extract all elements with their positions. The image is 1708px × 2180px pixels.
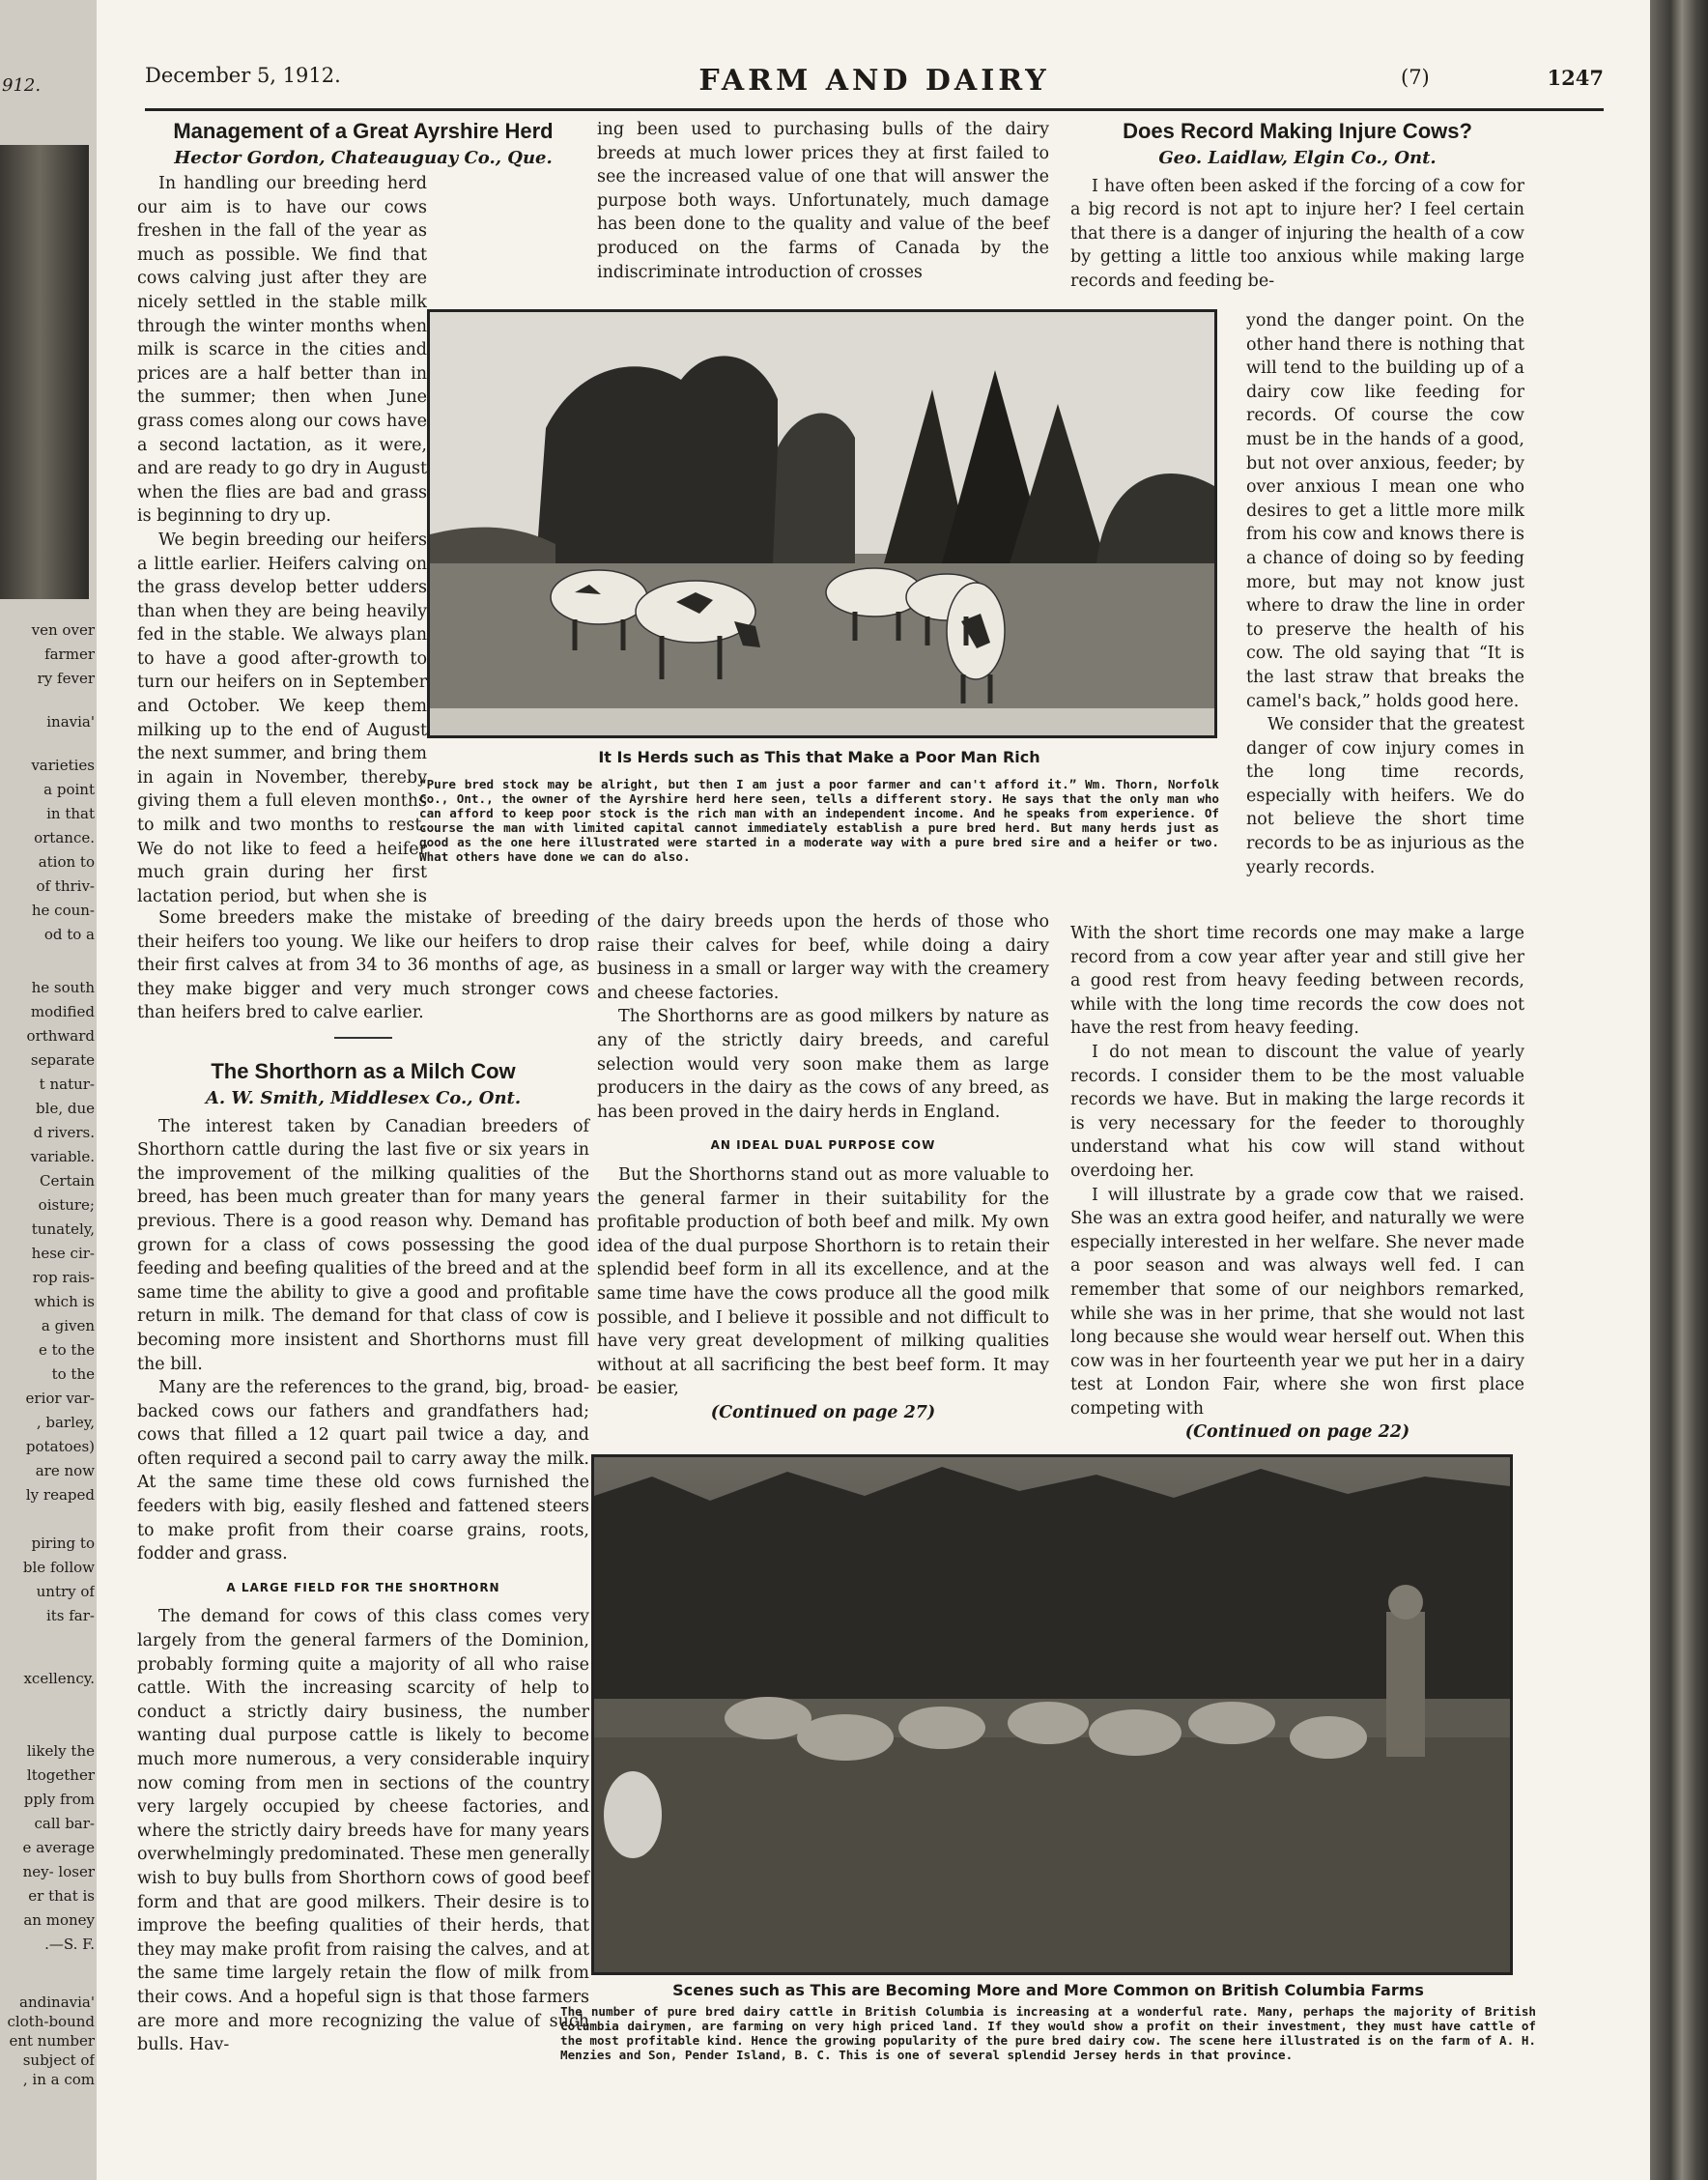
article-shorthorn-continuation (597, 910, 1049, 1424)
prev-page-fragment: oisture; (38, 1196, 95, 1214)
article-records-paragraph: yond the danger point. On the other hand there is nothing that will tend to the building up of a dairy cow like feeding for records. Of course the cow must be in the hands of a good, but not over anxious, feeder; by over anxious I mean one who desires to get a little more milk from his cow and knows there is a chance of doing so by feeding more, but may not know just where to draw the line in order to preserve the health of his cow. The old saying that “It is the last straw that breaks the camel's back,” holds good here. (1246, 311, 1524, 711)
prev-page-fragment: ly reaped (25, 1486, 95, 1504)
prev-page-fragment: e to the (38, 1341, 95, 1359)
article-shorthorn-subhead: AN IDEAL DUAL PURPOSE COW (710, 1138, 936, 1153)
article-records-narrow (1246, 309, 1524, 879)
photo1-caption-text: “Pure bred stock may be alright, but then I am just a poor farmer and can't afford it.” Wm. Thorn, Norfolk Co., Ont., the owner of the Ayrshire herd here seen, tells a different story. He says that the only man who can afford to keep poor stock is the rich man with an independent income. And he speaks from experience. Of course the man with limited capital cannot immediately establish a pure bred herd. But many herds just as good as the one here illustrated were started in a moderate way with a pure bred sire and a heifer or two. What others have done we can do also. (419, 777, 1219, 864)
photo2-caption-title: Scenes such as This are Becoming More and More Common on British Columbia Farms (672, 1981, 1424, 1999)
prev-page-fragment: he south (31, 979, 95, 996)
article-ayrshire-paragraph: Some breeders make the mistake of breeding their heifers too young. We like our heifers to drop their first calves at from 34 to 36 months of age, as they make bigger and very much stronger cows than heifers bred to calve earlier. (137, 908, 589, 1023)
jersey-herd-photo (591, 1454, 1513, 1975)
page-number: 1247 (1547, 66, 1604, 90)
article-shorthorn-paragraph: The interest taken by Canadian breeders of Shorthorn cattle during the last five or six years in the improvement of the milking qualities of the breed, has been much greater than for many years previous. There is a good reason why. Demand has grown for a class of cows possessing the good feeding and beefing qualities of the breed and at the same time the ability to give a good and profitable return in milk. The demand for that class of cow is becoming more insistent and Shorthorns must fill the bill. (137, 1116, 589, 1374)
prev-page-fragment: inavia' (46, 713, 95, 731)
article-shorthorn-continued-note: (Continued on page 27) (710, 1402, 936, 1422)
prev-page-fragment: cloth-bound (7, 2013, 95, 2030)
newspaper-page (97, 0, 1650, 2180)
prev-page-fragment: ortance. (34, 829, 95, 846)
article-records-body (1070, 922, 1524, 1445)
prev-page-fragment: he coun- (31, 902, 95, 919)
article-ayrshire-byline: Hector Gordon, Chateauguay Co., Que. (174, 148, 553, 168)
article-ayrshire-paragraph: In handling our breeding herd our aim is to have our cows freshen in the fall of the year as much as possible. We find that cows calving just after they are nicely settled in the stable milk through the winter months when milk is scarce in the cities and prices are a half better than in the summer; then when June grass comes along our cows have a second lactation, as it were, and are ready to go dry in August when the flies are bad and grass is beginning to dry up. (137, 174, 427, 527)
prev-page-fragment: erior var- (25, 1390, 95, 1407)
article-shorthorn-subhead: A LARGE FIELD FOR THE SHORTHORN (226, 1580, 500, 1594)
article-records-header (1070, 118, 1524, 294)
prev-page-fragment: a point (43, 781, 95, 798)
prev-page-fragment: likely the (26, 1742, 95, 1760)
article-ayrshire-header (137, 118, 589, 175)
prev-page-fragment: orthward (26, 1027, 95, 1045)
article-records-title: Does Record Making Injure Cows? (1123, 119, 1472, 143)
prev-page-fragment: its far- (45, 1607, 95, 1624)
prev-page-fragment: , in a com (22, 2071, 95, 2088)
prev-page-fragment: varieties (31, 757, 95, 774)
prev-page-fragment: pply from (23, 1791, 95, 1808)
prev-page-fragment: t natur- (39, 1076, 95, 1093)
prev-page-fragment: ltogether (26, 1766, 95, 1784)
issue-number: (7) (1401, 66, 1430, 89)
prev-page-fragment: in that (46, 805, 95, 822)
prev-page-fragment: to the (51, 1365, 95, 1383)
prev-page-fragment: d rivers. (33, 1124, 95, 1141)
prev-page-fragment: untry of (36, 1583, 95, 1600)
prev-page-fragment: ven over (31, 621, 95, 639)
prev-page-fragment: ble follow (22, 1559, 95, 1576)
masthead (145, 60, 1604, 111)
article-ayrshire-paragraph: We begin breeding our heifers a little earlier. Heifers calving on the grass develop better udders than when they are being heavily fed in the stable. We always plan to have a good after-growth to turn our heifers on in September and October. We keep them milking up to the end of August the next summer, and bring them in again in November, thereby giving them a full eleven months to milk and two months to rest. We do not like to feed a heifer much grain during her first lactation period, but when she is (137, 530, 427, 904)
article-shorthorn-paragraph: But the Shorthorns stand out as more valuable to the general farmer in their suitability for the profitable production of both beef and milk. My own idea of the dual purpose Shorthorn is to retain their splendid beef form in all its excellence, and at the same time have the cows produce all the good milk possible, and I believe it possible and not difficult to have very great development of milking qualities without at all sacrificing the best beef form. It may be easier, (597, 1164, 1049, 1399)
article-ayrshire-title: Management of a Great Ayrshire Herd (173, 119, 554, 143)
prev-page-fragment: are now (35, 1462, 95, 1479)
prev-page-fragment: od to a (43, 926, 95, 943)
article-shorthorn-paragraph: of the dairy breeds upon the herds of those who raise their calves for beef, while doing a dairy business in a small or larger way with the creamery and cheese factories. (597, 912, 1049, 1003)
prev-page-fragment: subject of (22, 2051, 95, 2069)
prev-page-fragment: modified (30, 1003, 95, 1020)
article-ayrshire-end (137, 906, 589, 2057)
article-divider (334, 1037, 392, 1039)
issue-date: December 5, 1912. (145, 64, 341, 87)
article-shorthorn-paragraph: The Shorthorns are as good milkers by nature as any of the strictly dairy breeds, and careful selection would very soon make them as large producers in the dairy as the cows of any breed, as has been proved in the dairy herds in England. (597, 1007, 1049, 1122)
prev-page-running-head: 912. (2, 75, 42, 96)
previous-page-edge (0, 0, 99, 2180)
prev-page-fragment: ble, due (36, 1100, 95, 1117)
prev-page-fragment: variable. (30, 1148, 95, 1165)
prev-page-fragment: ry fever (37, 670, 95, 687)
prev-page-photo (0, 145, 89, 599)
prev-page-fragment: Certain (40, 1172, 95, 1190)
article-records-continued-note: (Continued on page 22) (1184, 1422, 1410, 1443)
publication-title: FARM AND DAIRY (698, 64, 1050, 98)
article-ayrshire-body (137, 172, 427, 904)
photo2-caption-text: The number of pure bred dairy cattle in British Columbia is increasing at a wonderful rate. Many, perhaps the majority of British Columbia dairymen, are farming on very high priced land. If they would show a profit on their investment, they must have cattle of the most profitable kind. Hence the growing popularity of the pure bred dairy cow. The scene here illustrated is on the farm of A. H. Menzies and Son, Pender Island, B. C. This is one of several splendid Jersey herds in that province. (560, 2004, 1536, 2062)
prev-page-fragment: a given (41, 1317, 95, 1334)
article-shorthorn-paragraph: ing been used to purchasing bulls of the dairy breeds at much lower prices they at first failed to see the increased value of one that will answer the purpose both ways. Unfortunately, much damage has been done to the quality and value of the beef produced on the farms of Canada by the indiscriminate introduction of crosses (597, 120, 1049, 282)
prev-page-fragment: , barley, (36, 1414, 95, 1431)
prev-page-fragment: call bar- (34, 1815, 95, 1832)
prev-page-fragment: .—S. F. (44, 1936, 95, 1953)
photo1-caption-title: It Is Herds such as This that Make a Poor Man Rich (598, 748, 1040, 766)
prev-page-fragment: of thriv- (36, 877, 95, 895)
prev-page-fragment: ation to (38, 853, 95, 871)
prev-page-fragment: potatoes) (25, 1438, 95, 1455)
prev-page-fragment: e average (22, 1839, 95, 1856)
prev-page-fragment: farmer (44, 645, 95, 663)
article-records-paragraph: I will illustrate by a grade cow that we raised. She was an extra good heifer, and naturally we were especially interested in her welfare. She never made a poor season and was always well fed. I can remember that some of our neighbors remarked, while she was in her prime, that she would not last long because she would wear herself out. When this cow was in her fourteenth year we put her in a dairy test at London Fair, where she won first place competing with (1070, 1185, 1524, 1419)
prev-page-fragment: hese cir- (31, 1245, 95, 1262)
prev-page-fragment: rop rais- (32, 1269, 95, 1286)
article-records-paragraph: I have often been asked if the forcing of a cow for a big record is not apt to injure her? I feel certain that there is a danger of injuring the health of a cow by getting a little too anxious while making large records and feeding be- (1070, 176, 1524, 291)
article-records-paragraph: We consider that the greatest danger of cow injury comes in the long time records, especially with heifers. We do not believe the short time records to be as injurious as the yearly records. (1246, 715, 1524, 877)
article-shorthorn-continuation-top (597, 118, 1049, 284)
article-shorthorn-paragraph: The demand for cows of this class comes very largely from the general farmers of the Dominion, probably forming quite a majority of all who raise cattle. With the increasing scarcity of help to conduct a strictly dairy business, the number wanting dual purpose cattle is likely to become much more numerous, a very considerable inquiry now coming from men in sections of the country very largely occupied by cheese factories, and where the strictly dairy breeds have for many years overwhelmingly predominated. These men generally wish to buy bulls from Shorthorn cows of good beef form and that are good milkers. Their desire is to improve the beefing qualities of their herds, that they may make profit from raising the calves, and at the same time largely retain the flow of milk from their cows. And a hopeful sign is that those farmers are more and more recognizing the value of such bulls. Hav- (137, 1607, 589, 2055)
prev-page-fragment: an money (23, 1911, 95, 1929)
prev-page-fragment: xcellency. (23, 1670, 95, 1687)
prev-page-fragment: ent number (9, 2032, 95, 2050)
article-shorthorn-byline: A. W. Smith, Middlesex Co., Ont. (205, 1087, 522, 1108)
book-binding (1650, 0, 1708, 2180)
prev-page-fragment: separate (30, 1051, 95, 1069)
article-shorthorn-title: The Shorthorn as a Milch Cow (211, 1058, 516, 1083)
article-records-paragraph: I do not mean to discount the value of yearly records. I consider them to be the most valuable records we have. But in making the large records it is very necessary for the feeder to thoroughly understand what his cow will stand without overdoing her. (1070, 1042, 1524, 1181)
prev-page-fragment: er that is (28, 1887, 95, 1905)
prev-page-fragment: ney- loser (22, 1863, 95, 1880)
article-records-paragraph: With the short time records one may make a large record from a cow year after year and still give her a good rest from heavy feeding between records, while with the long time records the cow does not have the rest from heavy feeding. (1070, 924, 1524, 1039)
article-shorthorn-paragraph: Many are the references to the grand, big, broad-backed cows our fathers and grandfathers had; cows that filled a 12 quart pail twice a day, and often required a second pail to carry away the milk. At the same time these old cows furnished the feeders with big, easily fleshed and fattened steers to make profit from their coarse grains, roots, fodder and grass. (137, 1378, 589, 1564)
prev-page-fragment: andinavia' (19, 1994, 95, 2011)
ayrshire-herd-photo (427, 309, 1217, 738)
prev-page-fragment: tunately, (31, 1220, 95, 1238)
prev-page-fragment: piring to (31, 1535, 95, 1552)
prev-page-fragment: which is (34, 1293, 95, 1310)
article-records-byline: Geo. Laidlaw, Elgin Co., Ont. (1158, 148, 1437, 168)
